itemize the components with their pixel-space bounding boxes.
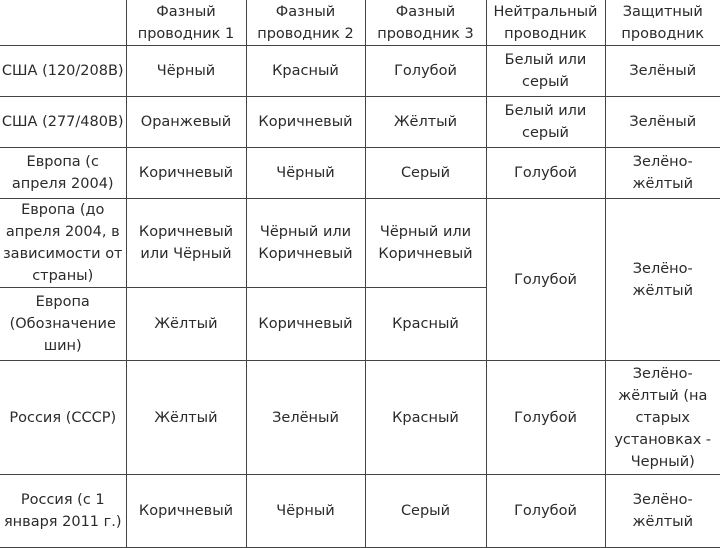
neutral-cell: Голубой (486, 475, 605, 548)
table-row (0, 475, 720, 548)
phase3-cell: Жёлтый (365, 97, 486, 148)
phase1-cell: Коричневый (126, 475, 246, 548)
region-cell: США (277/480В) (0, 97, 126, 148)
region-cell: Европа (до апреля 2004, в зависимости от страны) (0, 199, 126, 288)
region-cell: Европа (с апреля 2004) (0, 148, 126, 199)
header-row (0, 0, 720, 46)
table-row (0, 148, 720, 199)
phase1-cell: Коричневый (126, 148, 246, 199)
table-row (0, 97, 720, 148)
header-neutral: Нейтральный проводник (486, 0, 605, 46)
header-corner-cell (0, 0, 126, 46)
phase2-cell: Коричневый (246, 97, 365, 148)
phase3-cell: Чёрный или Коричневый (365, 199, 486, 288)
phase3-cell: Серый (365, 148, 486, 199)
region-cell: Европа (Обозначение шин) (0, 288, 126, 361)
protective-cell: Зелёно-жёлтый (605, 475, 720, 548)
protective-cell: Зелёный (605, 46, 720, 97)
neutral-cell-merged: Голубой (486, 199, 605, 361)
header-protective: Защитный проводник (605, 0, 720, 46)
region-cell: Россия (с 1 января 2011 г.) (0, 475, 126, 548)
phase1-cell: Чёрный (126, 46, 246, 97)
protective-cell: Зелёно-жёлтый (605, 148, 720, 199)
neutral-cell: Голубой (486, 361, 605, 475)
region-cell: США (120/208В) (0, 46, 126, 97)
phase2-cell: Чёрный или Коричневый (246, 199, 365, 288)
header-phase1: Фазный проводник 1 (126, 0, 246, 46)
phase3-cell: Красный (365, 361, 486, 475)
protective-cell: Зелёный (605, 97, 720, 148)
phase3-cell: Голубой (365, 46, 486, 97)
protective-cell-merged: Зелёно-жёлтый (605, 199, 720, 361)
protective-cell: Зелёно-жёлтый (на старых установках - Черный) (605, 361, 720, 475)
header-phase3: Фазный проводник 3 (365, 0, 486, 46)
phase1-cell: Оранжевый (126, 97, 246, 148)
phase1-cell: Коричневый или Чёрный (126, 199, 246, 288)
phase2-cell: Красный (246, 46, 365, 97)
table-row (0, 199, 720, 288)
phase2-cell: Чёрный (246, 475, 365, 548)
phase3-cell: Красный (365, 288, 486, 361)
header-phase2: Фазный проводник 2 (246, 0, 365, 46)
phase2-cell: Чёрный (246, 148, 365, 199)
phase3-cell: Серый (365, 475, 486, 548)
phase2-cell: Коричневый (246, 288, 365, 361)
neutral-cell: Голубой (486, 148, 605, 199)
region-cell: Россия (СССР) (0, 361, 126, 475)
neutral-cell: Белый или серый (486, 46, 605, 97)
neutral-cell: Белый или серый (486, 97, 605, 148)
phase1-cell: Жёлтый (126, 288, 246, 361)
table-row (0, 361, 720, 475)
phase1-cell: Жёлтый (126, 361, 246, 475)
phase2-cell: Зелёный (246, 361, 365, 475)
table-row (0, 46, 720, 97)
